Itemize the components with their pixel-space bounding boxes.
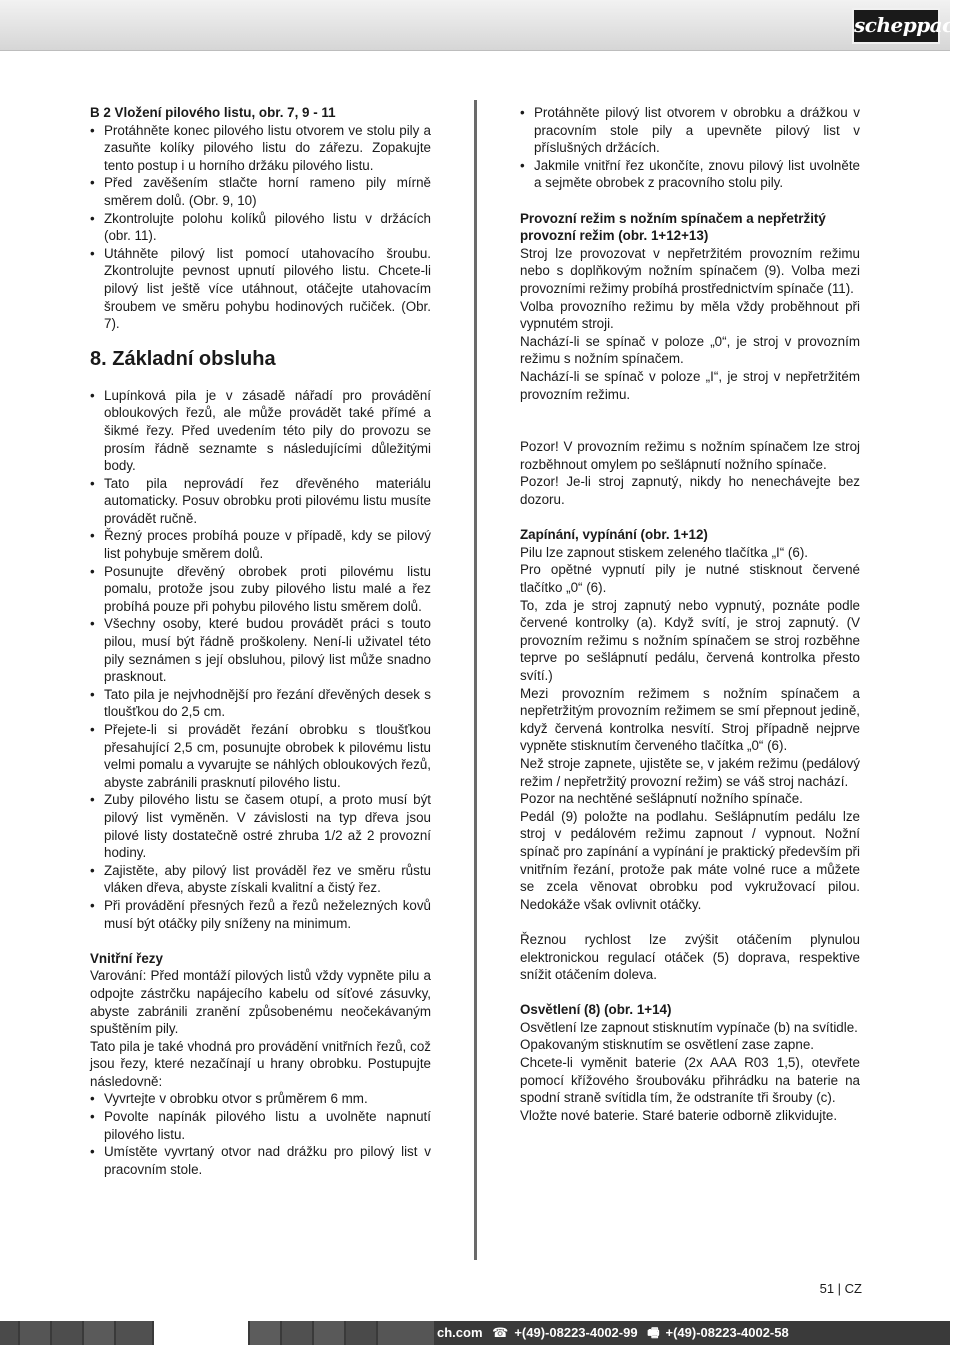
list-item: • Tato pila neprovádí řez dřevěného materiálu automaticky. Posuv obrobku proti pilovému listu musíte provádět ručně.: [90, 475, 431, 528]
footer-contact: [437, 1322, 795, 1344]
fax-icon: 🖷: [647, 1325, 660, 1340]
header-band: [0, 0, 968, 51]
spacer: [520, 913, 860, 931]
spacer: [520, 192, 860, 210]
paragraph: Nachází-li se spínač v poloze „0“, je stroj v provozním režimu s nožním spínačem.: [520, 333, 860, 367]
b2-list: [90, 122, 431, 333]
paragraph: Stroj lze provozovat v nepřetržitém provozním režimu nebo s doplňkovým nožním spínačem (9). Volba mezi provozními režimy probíhá prostřednictvím spínače (11).: [520, 245, 860, 296]
list-item: • Jakmile vnitřní řez ukončíte, znovu pilový list uvolněte a sejměte obrobek z pracovního stolu pily.: [520, 157, 860, 192]
list-item: • Přejete-li si provádět řezání obrobku s tloušťkou přesahující 2,5 cm, posunujte obrobek k pilovému listu velmi pomalu a vyvarujte se náhlých obloukových řezů, abyste zabránili prasknutí pilového listu.: [90, 721, 431, 791]
website-text: ch.com: [437, 1325, 483, 1340]
b2-heading: B 2 Vložení pilového listu, obr. 7, 9 - 11: [90, 105, 336, 120]
list-item: • Vyvrtejte v obrobku otvor s průměrem 6 mm.: [90, 1090, 431, 1108]
spacer: [520, 509, 860, 527]
list-item: • Všechny osoby, které budou provádět práci s touto pilou, musí být řádně proškoleny. Není-li uživatel této pily seznámen s její obsluhou, pilový list může snadno prasknout.: [90, 615, 431, 685]
operating-mode-heading: Provozní režim s nožním spínačem a nepřetržitý provozní režim (obr. 1+12+13): [520, 210, 826, 244]
speed-paragraph: Řeznou rychlost lze zvýšit otáčením plynulou elektronickou regulací otáček (5) doprava, respektive snížit otáčením doleva.: [520, 931, 860, 983]
paragraph: To, zda je stroj zapnutý nebo vypnutý, poznáte podle červené kontrolky (a). Když svítí, je stroj zapnutý. (V provozním režimu s nožním spínačem se stroj rozběhne teprve po sešlápnutí pedálu, červená kontrolka přesto svítí.): [520, 597, 860, 683]
section-8-title: 8. Základní obsluha: [90, 347, 276, 370]
left-column: [90, 104, 431, 1178]
paragraph: Chcete-li vyměnit baterie (2x AAA R03 1,5), otevřete pomocí křížového šroubováku přihrádku na baterie na spodní straně svítidla tím, že odstraníte tři šrouby (c).: [520, 1055, 860, 1106]
footer-segment: [52, 1321, 82, 1345]
fax-number: +(49)-08223-4002-58: [665, 1325, 789, 1340]
paragraph: Osvětlení lze zapnout stisknutím vypínače (b) na svítidle.: [520, 1019, 858, 1035]
warning-paragraph: Pozor! Je-li stroj zapnutý, nikdy ho nenechávejte bez dozoru.: [520, 474, 860, 508]
paragraph: Volba provozního režimu by měla vždy proběhnout při vypnutém stroji.: [520, 298, 860, 332]
warning-paragraph: Pozor! V provozním režimu s nožním spínačem lze stroj rozběhnout omylem po sešlápnutí nožního spínače.: [520, 439, 860, 472]
paragraph: Nachází-li se spínač v poloze „I“, je stroj v nepřetržitém provozním režimu.: [520, 368, 860, 402]
spacer: [90, 932, 431, 950]
paragraph: Opakovaným stisknutím se osvětlení zase zapne.: [520, 1037, 814, 1053]
list-item: • Povolte napínák pilového listu a uvolněte napnutí pilového listu.: [90, 1108, 431, 1143]
paragraph: Pro opětné vypnutí pily je nutné stisknout červené tlačítko „0“ (6).: [520, 562, 860, 596]
list-item: • Utáhněte pilový list pomocí utahovacího šroubu. Zkontrolujte pevnost upnutí pilového listu. Chcete-li pilový list ještě více utáhnout, otáčejte utahovacím šroubem ve směru pohybu hodinových ručiček. (Obr. 7).: [90, 245, 431, 333]
footer-segment: [250, 1321, 280, 1345]
list-item: • Protáhněte konec pilového listu otvorem ve stolu pily a zasuňte kolíky pilového listu do zářezu. Zopakujte tento postup i u horního držáku pilového listu.: [90, 122, 431, 175]
on-off-heading: Zapínání, vypínání (obr. 1+12): [520, 527, 708, 543]
page-number: 51 | CZ: [819, 1281, 862, 1296]
list-item: • Řezný proces probíhá pouze v případě, kdy se pilový list pohybuje směrem dolů.: [90, 527, 431, 562]
list-item: • Tato pila je nejvhodnější pro řezání dřevěných desek s tloušťkou do 2,5 cm.: [90, 686, 431, 721]
phone-icon: ☎: [492, 1325, 509, 1340]
list-item: • Zuby pilového listu se časem otupí, a proto musí být pilový list vyměněn. V závislosti na typ dřeva jsou pilové listy dostatečně ostré zhruba 1/2 až 2 provozní hodiny.: [90, 791, 431, 861]
footer-segment: [346, 1321, 376, 1345]
footer-segment: [378, 1321, 434, 1345]
paragraph: Než stroje zapnete, ujistěte se, v jakém režimu (pedálový režim / nepřetržitý provozní režim) se váš stroj nachází.: [520, 755, 860, 789]
list-item: • Posunujte dřevěný obrobek proti pilovému listu pomalu, protože jsou zuby pilového listu malé a řez probíhá pouze při pohybu pilového listu směrem dolů.: [90, 563, 431, 616]
footer-segment: [20, 1321, 50, 1345]
right-column: [520, 104, 860, 1124]
paragraph: Pozor na nechtěné sešlápnutí nožního spínače.: [520, 791, 803, 807]
list-item: • Zkontrolujte polohu kolíků pilového listu v držácích (obr. 11).: [90, 210, 431, 245]
list-item: • Zajistěte, aby pilový list prováděl řez ve směru růstu vláken dřeva, abyste získali kvalitní a čistý řez.: [90, 862, 431, 897]
lighting-heading: Osvětlení (8) (obr. 1+14): [520, 1002, 672, 1018]
list-item: • Před zavěšením stlačte horní rameno pily mírně směrem dolů. (Obr. 9, 10): [90, 174, 431, 209]
spacer: [520, 403, 860, 421]
list-item: • Umístěte vyvrtaný otvor nad drážku pro pilový list v pracovním stole.: [90, 1143, 431, 1178]
footer-segment: [154, 1321, 248, 1345]
paragraph: Vložte nové baterie. Staré baterie odborně zlikvidujte.: [520, 1107, 838, 1123]
phone-number: +(49)-08223-4002-99: [514, 1325, 638, 1340]
inner-cuts-warning: Varování: Před montáží pilových listů vždy vypněte pilu a odpojte zástrčku napájecího kabelu od síťové zásuvky, abyste zabránili zranění způsobenému neočekávaným spuštěním pily.: [90, 968, 431, 1037]
spacer: [520, 984, 860, 1002]
paragraph: Pilu lze zapnout stiskem zeleného tlačítka „I“ (6).: [520, 544, 809, 560]
list-item: • Při provádění přesných řezů a řezů neželezných kovů musí být otáčky pily sníženy na minimum.: [90, 897, 431, 932]
footer-segment: [282, 1321, 312, 1345]
inner-cuts-list-continued: [520, 104, 860, 192]
inner-cuts-list: [90, 1090, 431, 1178]
column-divider: [474, 100, 477, 1260]
inner-cuts-heading: Vnitřní řezy: [90, 950, 163, 966]
footer-segment: [0, 1321, 18, 1345]
brand-logo: scheppach: [852, 8, 940, 44]
list-item: • Lupínková pila je v zásadě nářadí pro provádění obloukových řezů, ale může provádět také přímé a šikmé řezy. Před uvedením této pily do provozu se prosím řádně seznamte s následujícími důležitými body.: [90, 387, 431, 475]
footer-segment: [116, 1321, 152, 1345]
list-item: • Protáhněte pilový list otvorem v obrobku a drážkou v pracovním stole pily a upevněte pilový list v příslušných držácích.: [520, 104, 860, 157]
section-8-list: [90, 387, 431, 932]
footer-segment: [84, 1321, 114, 1345]
paragraph: Pedál (9) položte na podlahu. Sešlápnutím pedálu lze stroj v pedálovém režimu zapnout / vypnout. Nožní spínač pro zapínání a vypínání je praktický především při vnitřním řezání, protože pak máte volné ruce a můžete se zcela věnovat obrobku pod vykružovací pilou. Nedokáže však ovlivnit otáčky.: [520, 808, 860, 912]
paragraph: Mezi provozním režimem s nožním spínačem a nepřetržitým provozním režimem se smí přepnout jedině, když červená kontrolka nesvítí. Stroj případně nejprve vypněte stisknutím červeného tlačítka „0“ (6).: [520, 685, 860, 754]
spacer: [520, 421, 860, 439]
footer-segment: [314, 1321, 344, 1345]
inner-cuts-intro: Tato pila je také vhodná pro provádění vnitřních řezů, což jsou řezy, které nezačínají u hrany obrobku. Postupujte následovně:: [90, 1038, 431, 1089]
